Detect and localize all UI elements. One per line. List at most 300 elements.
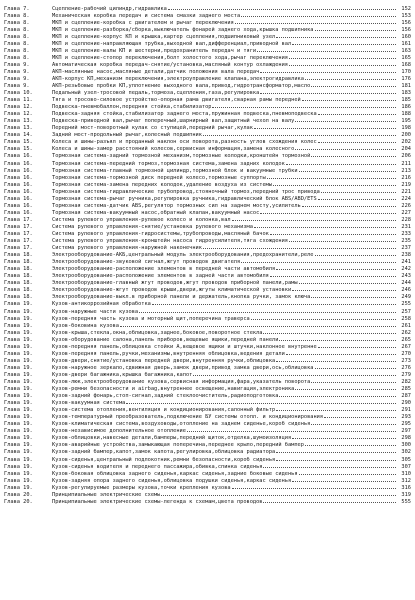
chapter-title: Тормозная система-рычаг ручника,регулировка ручника,гидравлический блок ABS/ABD/ETS	[52, 195, 317, 202]
toc-entry[interactable]	[4, 187, 411, 194]
chapter-number: Глава 8.	[4, 40, 30, 47]
page-number: 302	[401, 449, 411, 455]
dot-leader	[311, 82, 396, 88]
page-number: 261	[401, 322, 411, 329]
chapter-number: Глава 18.	[4, 266, 33, 272]
chapter-number: Глава 16.	[4, 167, 33, 174]
page-number: 257	[401, 308, 411, 315]
toc-entry[interactable]	[4, 448, 411, 455]
chapter-title: Автоматическая коробка передач-снятие/установка,масляный контур охлаждения	[52, 61, 288, 68]
chapter-number: Глава 11.	[4, 97, 33, 103]
chapter-number: Глава 13.	[4, 118, 33, 124]
page-number: 249	[401, 294, 411, 300]
chapter-number: Глава 12.	[4, 104, 33, 110]
dot-leader	[267, 173, 396, 179]
chapter-number: Глава 19.	[4, 329, 33, 336]
dot-leader	[161, 490, 396, 496]
page-number: 198	[401, 125, 411, 131]
dot-leader	[254, 222, 396, 228]
chapter-title: МКП и сцепление-коробка с двигателем и рычаг переключения	[52, 19, 234, 26]
toc-entry[interactable]	[4, 194, 411, 201]
toc-entry[interactable]	[4, 89, 411, 96]
chapter-number: Глава 16.	[4, 209, 33, 216]
chapter-number: Глава 19.	[4, 308, 33, 315]
page-number: 153	[401, 12, 411, 19]
chapter-number: Глава 19.	[4, 400, 33, 406]
chapter-title: Кузов-передняя панель,ручки,механизмы,внутренняя облицовка,ведения детали	[52, 350, 285, 357]
page-number: 213	[401, 167, 411, 174]
dot-leader	[318, 342, 396, 348]
page-number: 279	[401, 371, 411, 378]
chapter-title: Электрооборудование-выкл.в приборной панели и держатель,кнопка ручки, замок ключа	[52, 294, 311, 300]
chapter-title: Кузов-двери,снятие/установка передней двери,внутренняя ручки,облицовка	[52, 357, 276, 364]
chapter-title: Принципиальные электрические схемы	[52, 491, 161, 498]
page-number: 265	[401, 336, 411, 343]
chapter-number: Глава 17.	[4, 223, 33, 230]
page-number: 211	[401, 160, 411, 167]
page-number: 307	[401, 463, 411, 470]
chapter-number: Глава 15.	[4, 139, 33, 145]
chapter-title: МКП и сцепление-направляющая трубка,выходной вал,дифференциал,приводной вал	[52, 40, 292, 47]
chapter-number: Глава 16.	[4, 153, 33, 160]
page-number: 555	[401, 498, 411, 505]
toc-entry[interactable]	[4, 279, 411, 286]
toc-entry[interactable]	[4, 385, 411, 392]
toc-entry[interactable]	[4, 53, 411, 60]
chapter-number: Глава 19.	[4, 343, 33, 350]
chapter-title: Кузов-сиденья водителя и переднего пассажира,обивка,спинка сиденья	[52, 463, 263, 470]
chapter-number: Глава 19.	[4, 393, 33, 399]
chapter-title: Колеса и шины-разъял и проданный наклон оси поворота,разность углов схождения колес	[52, 139, 317, 145]
toc-entry[interactable]	[4, 131, 411, 138]
chapter-number: Глава 9.	[4, 75, 30, 82]
toc-entry[interactable]	[4, 11, 411, 18]
dot-leader	[120, 321, 396, 327]
toc-entry[interactable]	[4, 349, 411, 356]
dot-leader	[232, 215, 396, 221]
dot-leader	[270, 230, 396, 236]
dot-leader	[270, 272, 396, 278]
chapter-title: Педальный узел-тросовой педаль,тормоза,сцепления,газа,регулировка	[52, 90, 260, 96]
page-number: 206	[401, 153, 411, 160]
dot-leader	[311, 420, 396, 426]
toc-entry[interactable]	[4, 46, 411, 53]
page-number: 183	[401, 90, 411, 96]
page-number: 255	[401, 301, 411, 308]
toc-entry[interactable]	[4, 399, 411, 406]
chapter-title: Кузов-облицовки,навесные детали,бамперы,передний щиток,отделка,шумоизоляция	[52, 435, 292, 441]
chapter-title: Кузов-регулируемые размеры кузова,точки крепления кузова	[52, 484, 231, 491]
chapter-title: Тормозная система-гидравлические трубопровод,стояночный тормоз,передний трос привода	[52, 188, 320, 195]
chapter-number: Глава 8.	[4, 54, 30, 61]
toc-entry[interactable]	[4, 356, 411, 363]
chapter-title: Кузов-передняя часть кузова и моторный щит,поперечина траверса	[52, 315, 250, 322]
toc-entry[interactable]	[4, 60, 411, 67]
chapter-number: Глава 19.	[4, 364, 33, 371]
chapter-number: Глава 12.	[4, 111, 33, 117]
toc-entry[interactable]	[4, 455, 411, 462]
toc-entry[interactable]	[4, 82, 411, 89]
page-number: 276	[401, 364, 411, 371]
toc-entry[interactable]	[4, 441, 411, 448]
toc-entry[interactable]	[4, 406, 411, 413]
table-of-contents	[4, 4, 411, 504]
page-number: 270	[401, 350, 411, 357]
toc-entry[interactable]	[4, 363, 411, 370]
toc-entry[interactable]	[4, 427, 411, 434]
chapter-title: Кузов-боковина кузова	[52, 322, 119, 329]
page-number: 226	[401, 202, 411, 209]
dot-leader	[295, 117, 396, 123]
chapter-title: Электрооборудование-расположение элементов в задней части автомобиля	[52, 273, 269, 279]
chapter-title: Подвеска-пневмобаллон,передняя стойка,стабилизатор	[52, 104, 212, 110]
chapter-number: Глава 19.	[4, 386, 33, 392]
toc-entry[interactable]	[4, 110, 411, 117]
page-number: 293	[401, 414, 411, 420]
chapter-number: Глава 18.	[4, 273, 33, 279]
chapter-number: Глава 10.	[4, 90, 33, 96]
toc-entry[interactable]	[4, 420, 411, 427]
chapter-number: Глава 9.	[4, 83, 30, 89]
toc-entry[interactable]	[4, 208, 411, 215]
chapter-title: Кузов-задний фонарь,стоп-сигнал,задний стеклоочиститель,радиоподготовка	[52, 393, 279, 399]
chapter-title: Передний мост-поворотный кулак со ступицей,передний рычаг,кулак	[52, 125, 253, 131]
chapter-number: Глава 19.	[4, 414, 33, 420]
chapter-title: МКП и сцепление-валы КП и шестерни,предохранитель передач и тяги	[52, 47, 257, 54]
toc-entry[interactable]	[4, 413, 411, 420]
chapter-title: Система рулевого управления-гидросистемы,трубопроводы,масляный бачок	[52, 231, 269, 237]
dot-leader	[241, 258, 396, 264]
toc-entry[interactable]	[4, 265, 411, 272]
page-number: 200	[401, 132, 411, 138]
toc-entry[interactable]	[4, 258, 411, 265]
toc-entry[interactable]	[4, 145, 411, 152]
chapter-number: Глава 13.	[4, 125, 33, 131]
toc-entry[interactable]	[4, 328, 411, 335]
chapter-number: Глава 19.	[4, 336, 33, 343]
toc-entry[interactable]	[4, 321, 411, 328]
toc-entry[interactable]	[4, 4, 411, 11]
dot-leader	[295, 385, 396, 391]
page-number: 160	[401, 33, 411, 40]
dot-leader	[276, 455, 396, 461]
chapter-title: Тормозная система-задний тормозной механизм,тормозные колодки,кронштейн тормозной	[52, 153, 311, 160]
chapter-number: Глава 19.	[4, 371, 33, 378]
chapter-title: Кузов-вакуумная система	[52, 400, 126, 406]
chapter-number: Глава 18.	[4, 294, 33, 300]
page-number: 297	[401, 428, 411, 434]
chapter-number: Глава 19.	[4, 315, 33, 322]
dot-leader	[315, 25, 397, 31]
page-number: 235	[401, 238, 411, 244]
page-number: 305	[401, 456, 411, 463]
page-number: 170	[401, 68, 411, 75]
page-number: 161	[401, 40, 411, 47]
dot-leader	[257, 46, 396, 52]
page-number: 152	[401, 5, 411, 12]
dot-leader	[139, 307, 396, 313]
toc-entry[interactable]	[4, 251, 411, 258]
dot-leader	[254, 124, 396, 130]
chapter-number: Глава 16.	[4, 202, 33, 209]
page-number: 176	[401, 75, 411, 82]
chapter-title: Тормозная система-тормозной диск передней колесо,тормозные суппорты	[52, 174, 266, 181]
dot-leader	[235, 18, 396, 24]
dot-leader	[289, 237, 396, 243]
page-number: 156	[401, 26, 411, 33]
toc-entry[interactable]	[4, 370, 411, 377]
chapter-title: Система рулевого управления-снятие/установка рулевого механизма	[52, 223, 253, 230]
toc-entry[interactable]	[4, 159, 411, 166]
chapter-title: Кузов-боковая облицовка заднего сиденья,каркас сиденья,задние боковые сиденья	[52, 470, 298, 477]
chapter-title: Кузов-люк,электрооборудование кузова,сервисная информация,фара,указатель поворота	[52, 378, 311, 385]
chapter-number: Глава 9.	[4, 68, 30, 75]
toc-entry[interactable]	[4, 32, 411, 39]
toc-entry[interactable]	[4, 124, 411, 131]
dot-leader	[311, 152, 396, 158]
dot-leader	[305, 441, 396, 447]
dot-leader	[292, 434, 396, 440]
chapter-title: Задний мост-продольный рычаг,колесный подшипник	[52, 132, 202, 138]
page-number: 241	[401, 259, 411, 265]
dot-leader	[315, 363, 397, 369]
chapter-title: Кузов-аварийные устройства,замыкающая поперечина,переднее крыло,передний бампер	[52, 442, 304, 448]
chapter-number: Глава 19.	[4, 301, 33, 308]
toc-entry[interactable]	[4, 25, 411, 32]
chapter-number: Глава 17.	[4, 216, 33, 223]
toc-entry[interactable]	[4, 138, 411, 145]
chapter-title: Кузов-независимое дополнительное отопление	[52, 428, 186, 434]
chapter-number: Глава 20.	[4, 498, 33, 505]
page-number: 258	[401, 315, 411, 322]
toc-entry[interactable]	[4, 342, 411, 349]
toc-entry[interactable]	[4, 469, 411, 476]
toc-entry[interactable]	[4, 230, 411, 237]
page-number: 298	[401, 435, 411, 441]
page-number: 300	[401, 442, 411, 448]
toc-entry[interactable]	[4, 462, 411, 469]
chapter-number: Глава 20.	[4, 491, 33, 498]
dot-leader	[299, 166, 396, 172]
toc-entry[interactable]	[4, 117, 411, 124]
dot-leader	[324, 413, 396, 419]
page-number: 238	[401, 252, 411, 258]
toc-entry[interactable]	[4, 222, 411, 229]
toc-entry[interactable]	[4, 293, 411, 300]
chapter-title: Кузов-антикоррозийная обработка	[52, 301, 151, 308]
dot-leader	[289, 60, 396, 66]
toc-entry[interactable]	[4, 244, 411, 251]
dot-leader	[299, 279, 396, 285]
page-number: 186	[401, 104, 411, 110]
chapter-title: Тормозная система-датчик ABS,регулятор тормозных сил на заднем мосту,усилитель	[52, 202, 301, 209]
dot-leader	[302, 96, 396, 102]
toc-entry[interactable]	[4, 335, 411, 342]
page-number: 227	[401, 209, 411, 216]
dot-leader	[126, 399, 396, 405]
chapter-number: Глава 19.	[4, 428, 33, 434]
chapter-title: Кузов-задний бампер,капот,замок капота,регулировка,облицовка радиатора	[52, 449, 276, 455]
chapter-title: АКП-резьбовые пробки КП,уплотнение выходного вала,привод,гидротрансформатор,масло	[52, 83, 311, 89]
chapter-number: Глава 19.	[4, 470, 33, 477]
chapter-number: Глава 7.	[4, 5, 30, 12]
chapter-title: Кузов-оборудование салона,панель приборов,вещевые ящики,передней панели	[52, 336, 279, 343]
chapter-number: Глава 16.	[4, 181, 33, 188]
toc-entry[interactable]	[4, 166, 411, 173]
page-number: 181	[401, 83, 411, 89]
chapter-number: Глава 8.	[4, 33, 30, 40]
chapter-title: Кузов-сиденья,центральный подлокотник,ремни безопасности,короб сиденья	[52, 456, 276, 463]
toc-entry[interactable]	[4, 490, 411, 497]
chapter-number: Глава 17.	[4, 238, 33, 244]
chapter-number: Глава 18.	[4, 287, 33, 293]
chapter-title: Кузов-система отопления,вентиляция и кондиционирования,салонный фильтр	[52, 407, 276, 413]
chapter-title: Кузов-передняя панель,облицовка стойки А,вещевое ящики и штучки,наклонное внутренне	[52, 343, 317, 350]
toc-entry[interactable]	[4, 18, 411, 25]
chapter-title: МКП и сцепление-разборка/сборка,выключатель фонарей заднего хода,крышка подшипника	[52, 26, 314, 33]
dot-leader	[168, 4, 396, 10]
page-number: 242	[401, 266, 411, 272]
dot-leader	[286, 349, 396, 355]
dot-leader	[260, 208, 396, 214]
page-number: 195	[401, 118, 411, 124]
page-number: 165	[401, 54, 411, 61]
chapter-number: Глава 17.	[4, 231, 33, 237]
toc-entry[interactable]	[4, 74, 411, 81]
chapter-number: Глава 19.	[4, 463, 33, 470]
dot-leader	[203, 131, 396, 137]
page-number: 237	[401, 245, 411, 251]
dot-leader	[318, 110, 396, 116]
dot-leader	[318, 194, 396, 200]
toc-entry[interactable]	[4, 434, 411, 441]
page-number: 233	[401, 231, 411, 237]
toc-entry[interactable]	[4, 307, 411, 314]
page-number: 319	[401, 491, 411, 498]
chapter-number: Глава 9.	[4, 61, 30, 68]
page-number: 231	[401, 223, 411, 230]
chapter-number: Глава 19.	[4, 484, 33, 491]
chapter-title: Подвеска-приводной вал,рычаг поперечный,шарнирный вал,защитный чехол на валу	[52, 118, 295, 124]
chapter-title: Сцепление-рабочий цилиндр,гидравлика	[52, 5, 167, 12]
toc-entry[interactable]	[4, 201, 411, 208]
dot-leader	[193, 370, 396, 376]
dot-leader	[276, 265, 396, 271]
chapter-title: Система рулевого управления-рулевое колесо и колонка,вал	[52, 216, 231, 223]
chapter-title: Кузов-двери багажника,крышка багажника,капот	[52, 371, 193, 378]
chapter-number: Глава 19.	[4, 357, 33, 364]
toc-entry[interactable]	[4, 377, 411, 384]
chapter-number: Глава 16.	[4, 174, 33, 181]
toc-entry[interactable]	[4, 103, 411, 110]
chapter-title: Подвеска-задняя стойка,стабилизатор заднего моста,пружинная подвеска,пневмоподвеска	[52, 111, 317, 117]
chapter-number: Глава 19.	[4, 407, 33, 413]
dot-leader	[318, 138, 396, 144]
dot-leader	[292, 39, 396, 45]
chapter-title: Колеса и шины-замер расстояний колесов,сервисная информация,замена колесного	[52, 146, 295, 152]
page-number: 156	[401, 19, 411, 26]
dot-leader	[251, 314, 396, 320]
toc-entry[interactable]	[4, 152, 411, 159]
page-number: 290	[401, 400, 411, 406]
dot-leader	[289, 53, 396, 59]
toc-entry[interactable]	[4, 272, 411, 279]
page-number: 273	[401, 357, 411, 364]
page-number: 221	[401, 188, 411, 195]
chapter-number: Глава 19.	[4, 442, 33, 448]
chapter-title: Тормозная система-вакуумный насос,обратный клапан,вакуумный насос	[52, 209, 260, 216]
toc-entry[interactable]	[4, 173, 411, 180]
page-number: 168	[401, 61, 411, 68]
page-number: 188	[401, 111, 411, 117]
toc-entry[interactable]	[4, 300, 411, 307]
chapter-title: АКП-корпус КП,механизм переключения,электроуправление клапана,электрогидравлика	[52, 75, 304, 82]
page-number: 267	[401, 343, 411, 350]
chapter-number: Глава 19.	[4, 435, 33, 441]
dot-leader	[263, 462, 396, 468]
page-number: 312	[401, 477, 411, 484]
chapter-number: Глава 18.	[4, 252, 33, 258]
chapter-number: Глава 8.	[4, 26, 30, 33]
toc-entry[interactable]	[4, 39, 411, 46]
chapter-title: Кузов-температурный преобразователь,подключение БУ системы отопл. и кондиционирования	[52, 414, 324, 420]
toc-entry[interactable]	[4, 215, 411, 222]
page-number: 185	[401, 97, 411, 103]
chapter-title: Кузов-крыша,стекла,окна,облицовка,заднее,боковое,поворотное стекла	[52, 329, 263, 336]
dot-leader	[305, 74, 396, 80]
toc-entry[interactable]	[4, 476, 411, 483]
chapter-number: Глава 19.	[4, 477, 33, 484]
page-number: 295	[401, 421, 411, 427]
chapter-title: Кузов-наружное зеркало,сдвижная дверь,замок двери,привод замка двери,ось,облицовка	[52, 364, 314, 371]
toc-entry[interactable]	[4, 497, 411, 504]
dot-leader	[299, 469, 396, 475]
toc-entry[interactable]	[4, 180, 411, 187]
toc-entry[interactable]	[4, 286, 411, 293]
page-number: 228	[401, 216, 411, 223]
toc-entry[interactable]	[4, 483, 411, 490]
toc-entry[interactable]	[4, 237, 411, 244]
chapter-title: Тормозная система-передний тормоз,тормозная система,замена задних колодок	[52, 160, 285, 167]
dot-leader	[203, 244, 396, 250]
toc-entry[interactable]	[4, 96, 411, 103]
toc-entry[interactable]	[4, 314, 411, 321]
chapter-title: Кузов-климатическая система,воздуховоды,отопление на заднем сиденье,короб сиденья	[52, 421, 311, 427]
dot-leader	[279, 392, 396, 398]
dot-leader	[292, 476, 396, 482]
chapter-number: Глава 8.	[4, 47, 30, 54]
chapter-title: Электрооборудование-звуковой сигнал,жгут проводов двигателя	[52, 259, 241, 265]
page-number: 262	[401, 329, 411, 336]
chapter-number: Глава 19.	[4, 421, 33, 427]
chapter-title: Кузов-наружные части кузова	[52, 308, 139, 315]
page-number: 285	[401, 386, 411, 392]
chapter-title: МКП и сцепление-корпус КП и крышка,картер сцепления,подшипниковый узел	[52, 33, 276, 40]
dot-leader	[152, 300, 396, 306]
toc-entry[interactable]	[4, 67, 411, 74]
chapter-title: Кузов-задняя опора заднего сиденья,облицовка подушки сиденья,каркас сиденья	[52, 477, 292, 484]
chapter-title: АКП-маслянные насос,масляные детали,датчик положения вала передач	[52, 68, 260, 75]
chapter-number: Глава 18.	[4, 280, 33, 286]
dot-leader	[260, 89, 396, 95]
chapter-title: Тормозная система-замена передних колодок,удаление воздуха из системы	[52, 181, 273, 188]
dot-leader	[276, 356, 396, 362]
toc-entry[interactable]	[4, 392, 411, 399]
page-number: 204	[401, 146, 411, 152]
dot-leader	[241, 11, 396, 17]
chapter-number: Глава 17.	[4, 245, 33, 251]
page-number: 219	[401, 181, 411, 188]
